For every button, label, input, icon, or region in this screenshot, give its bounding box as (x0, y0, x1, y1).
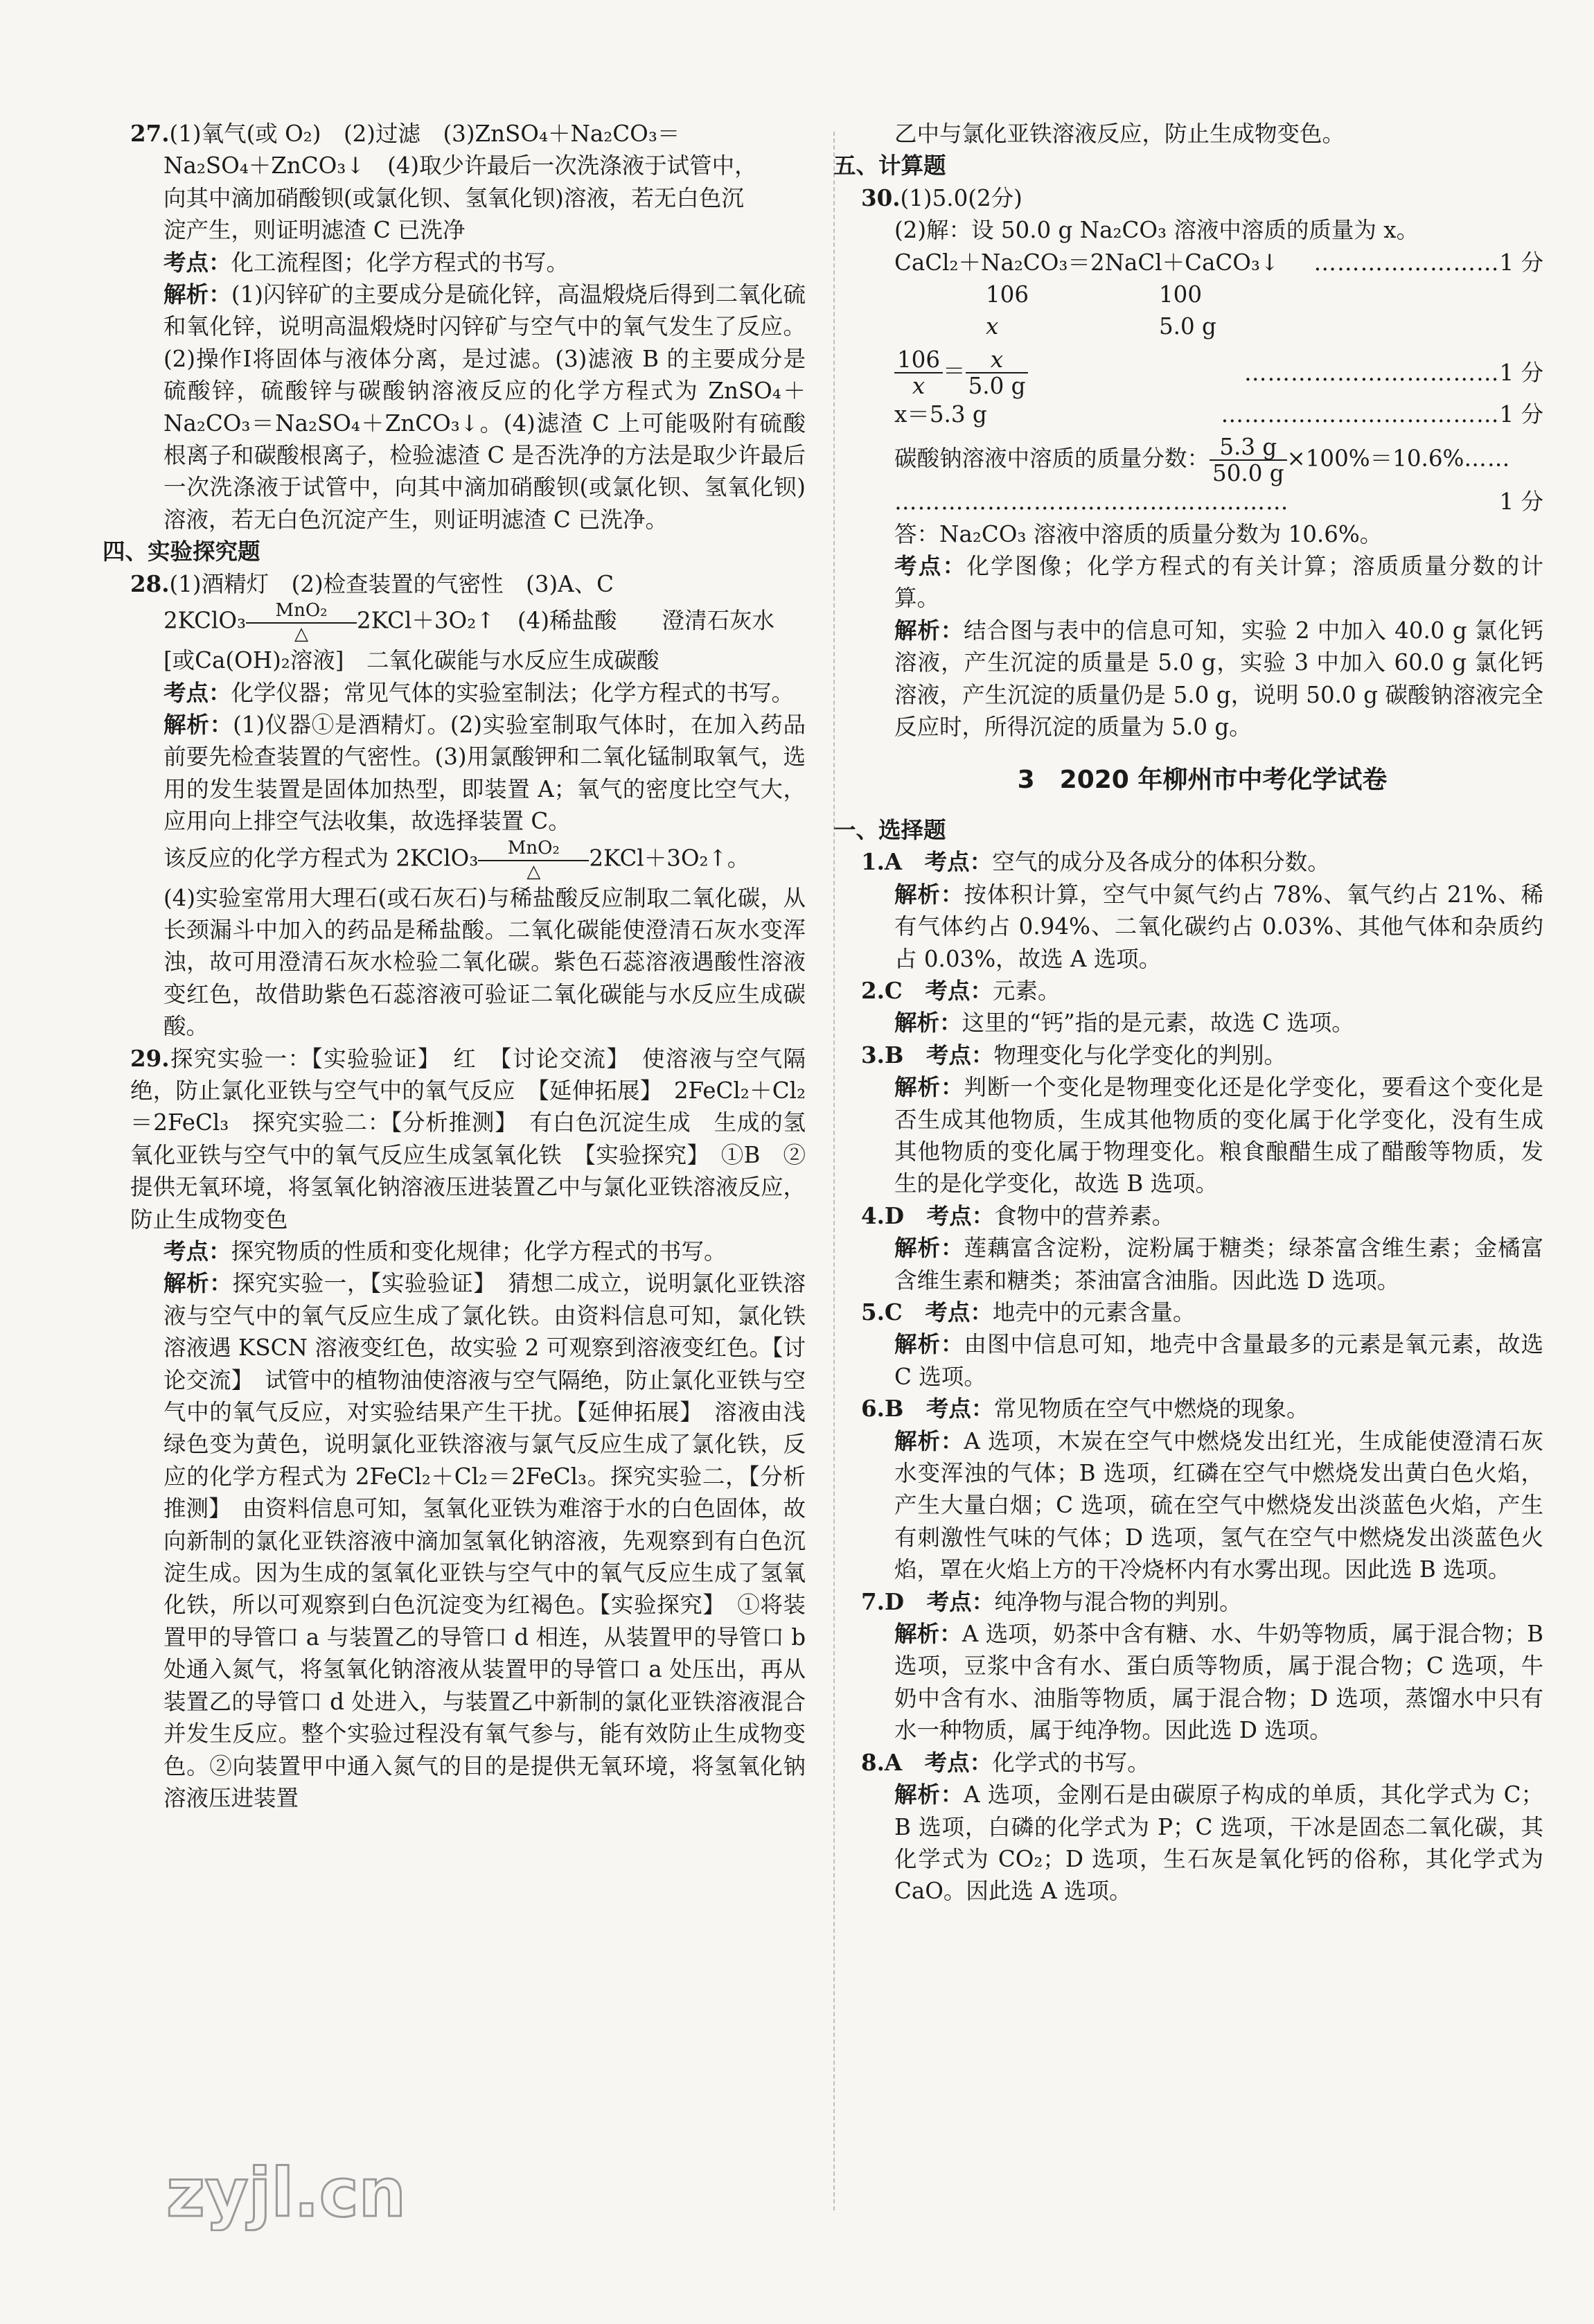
q28-jiexi-equation: 该反应的化学方程式为 2KClO₃ MnO₂ △ 2KCl＋3O₂↑。 (163, 837, 750, 882)
q30-part2: (2)解：设 50.0 g Na₂CO₃ 溶液中溶质的质量为 x。 (894, 217, 1419, 244)
section-4-heading: 四、实验探究题 (103, 538, 260, 565)
q30-mass-ratio: 106 100 x 5.0 g (986, 281, 1216, 340)
section-1-heading: 一、选择题 (833, 816, 946, 843)
reaction-condition: MnO₂ △ (478, 838, 589, 882)
choice-item: 4.D 考点：食物中的营养素。 (861, 1201, 1175, 1229)
choice-item: 8.A 考点：化学式的书写。 (861, 1748, 1150, 1776)
q30-number: 30. (861, 184, 901, 211)
q27-number: 27. (130, 120, 170, 147)
q29-answer: 29.探究实验一：【实验验证】 红 【讨论交流】 使溶液与空气隔绝，防止氯化亚铁与空气中的氧气反应 【延伸拓展】 2FeCl₂＋Cl₂＝2FeCl₃ 探究实验二：【分析推测】 有白色沉淀生成 生成的氢氧化亚铁与空气中的氧气反应生成氢氧化铁 【实验探究】 ①B ②提供无氧环境，将氢氧化钠溶液压进装置乙中与氯化亚铁溶液反应，防止生成物变色 (130, 1044, 806, 1233)
watermark-logo (166, 2155, 485, 2231)
q29-number: 29. (130, 1044, 170, 1072)
reaction-condition: MnO₂ △ (246, 600, 357, 644)
choice-number: 4.D (861, 1201, 905, 1229)
q27-answer: 27.(1)氧气(或 O₂) (2)过滤 (3)ZnSO₄＋Na₂CO₃＝ Na₂SO₄＋ZnCO₃↓ (4)取少许最后一次洗涤液于试管中， 向其中滴加硝酸钡(或氯化钡、氢氧化钡)溶液，若无白色沉 淀产生，则证明滤渣 C 已洗净 (130, 120, 757, 244)
q30-score-row: …………………………………………… 1 分 (894, 488, 1543, 516)
q30-final-answer: 答：Na₂CO₃ 溶液中溶质的质量分数为 10.6%。 (894, 520, 1383, 547)
choice-item: 3.B 考点：物理变化与化学变化的判别。 (861, 1041, 1286, 1068)
right-column (833, 118, 1543, 1908)
choice-number: 2.C (861, 976, 903, 1004)
fraction: $\frac{x}{5.0 g}$ (966, 347, 1029, 398)
q30-part1: 30.(1)5.0(2分) (861, 184, 1022, 211)
q30-kaodian: 考点：化学图像；化学方程式的有关计算；溶质质量分数的计算。 (894, 553, 1543, 612)
choice-number: 5.C (861, 1299, 903, 1326)
choice-number: 3.B (861, 1041, 904, 1068)
fraction: $\frac{5.3 g}{50.0 g}$ (1210, 434, 1287, 486)
q28-number: 28. (130, 570, 170, 597)
choice-number: 7.D (861, 1587, 905, 1615)
exam-title: 3 2020 年柳州市中考化学试卷 (1017, 765, 1388, 794)
q29-jiexi: 解析：探究实验一，【实验验证】 猜想二成立，说明氯化亚铁溶液与空气中的氧气反应生成了氯化铁。由资料信息可知，氯化铁溶液遇 KSCN 溶液变红色，故实验 2 可观察到溶液变红色。【讨论交流】 试管中的植物油使溶液与空气隔绝，防止氯化亚铁与空气中的氧气反应，对实验结果产生干扰。【延伸拓展】 溶液由浅绿色变为黄色，说明氯化亚铁溶液与氯气反应生成了氯化铁，反应的化学方程式为 2FeCl₂＋Cl₂＝2FeCl₃。探究实验二，【分析推测】 由资料信息可知，氢氧化亚铁为难溶于水的白色固体，故向新制的氯化亚铁溶液中滴加氢氧化钠溶液，先观察到有白色沉淀生成。因为生成的氢氧化亚铁与空气中的氧气反应生成了氢氧化铁，所以可观察到白色沉淀变为红褐色。【实验探究】 ①将装置甲的导管口 a 与装置乙的导管口 d 相连，从装置甲的导管口 b 处通入氮气，将氢氧化钠溶液从装置甲的导管口 a 处压出，再从装置乙的导管口 d 处进入，与装置乙中新制的氯化亚铁溶液混合并发生反应。整个实验过程没有氧气参与，能有效防止生成物变色。②向装置甲中通入氮气的目的是提供无氧环境，将氢氧化钠溶液压进装置 (163, 1270, 806, 1811)
choice-jiexi: 解析：这里的“钙”指的是元素，故选 C 选项。 (894, 1010, 1354, 1037)
choice-item: 2.C 考点：元素。 (861, 976, 1061, 1004)
choice-number: 1.A (861, 848, 903, 876)
choice-number: 8.A (861, 1748, 903, 1776)
choice-item: 6.B 考点：常见物质在空气中燃烧的现象。 (861, 1395, 1309, 1423)
q30-proportion-row: $\frac{106}{x}$ ＝ $\frac{x}{5.0 g}$ ……………………………1 分 (861, 347, 1543, 398)
choice-item: 7.D 考点：纯净物与混合物的判别。 (861, 1587, 1242, 1615)
choice-answer-list (861, 846, 1543, 1907)
left-column (103, 118, 806, 1814)
q28-kaodian: 考点：化学仪器；常见气体的实验室制法；化学方程式的书写。 (163, 679, 795, 706)
choice-number: 6.B (861, 1395, 904, 1423)
q28-equation: 2KClO₃ MnO₂ △ 2KCl＋3O₂↑ (4)稀盐酸 澄清石灰水 (163, 600, 774, 645)
q30-equation-row: CaCl₂＋Na₂CO₃＝2NaCl＋CaCO₃↓ ……………………1 分 (894, 249, 1543, 276)
q28-answer: 28.(1)酒精灯 (2)检查装置的气密性 (3)A、C (130, 570, 614, 597)
choice-jiexi: 解析：判断一个变化是物理变化还是化学变化，要看这个变化是否生成其他物质，生成其他物质的变化属于化学变化，没有生成其他物质的变化属于物理变化。粮食酿醋生成了醋酸等物质，发生的是化学变化，故选 B 选项。 (894, 1074, 1543, 1197)
q28-answer-cont: [或Ca(OH)₂溶液] 二氧化碳能与水反应生成碳酸 (163, 647, 659, 674)
svg-text:zyjl.cn: zyjl.cn (166, 2155, 406, 2231)
q29-kaodian: 考点：探究物质的性质和变化规律；化学方程式的书写。 (163, 1238, 727, 1265)
choice-jiexi: 解析：A 选项，木炭在空气中燃烧发出红光，生成能使澄清石灰水变浑浊的气体；B 选项，红磷在空气中燃烧发出黄白色火焰，产生大量白烟；C 选项，硫在空气中燃烧发出淡蓝色火焰，产生有刺激性气味的气体；D 选项，氢气在空气中燃烧发出淡蓝色火焰，罩在火焰上方的干冷烧杯内有水雾出现。因此选 B 选项。 (894, 1427, 1543, 1583)
section-5-heading: 五、计算题 (833, 152, 946, 179)
q27-jiexi: 解析：(1)闪锌矿的主要成分是硫化锌，高温煅烧后得到二氧化硫和氧化锌，说明高温煅烧时闪锌矿与空气中的氧气发生了反应。(2)操作Ⅰ将固体与液体分离，是过滤。(3)滤液 B 的主要成分是硫酸锌，硫酸锌与碳酸钠溶液反应的化学方程式为 ZnSO₄＋Na₂CO₃＝Na₂SO₄＋ZnCO₃↓。(4)滤渣 C 上可能吸附有硫酸根离子和碳酸根离子，检验滤渣 C 是否洗净的方法是取少许最后一次洗涤液于试管中，向其中滴加硝酸钡(或氯化钡、氢氧化钡)溶液，若无白色沉淀产生，则证明滤渣 C 已洗净。 (163, 281, 806, 533)
choice-jiexi: 解析：按体积计算，空气中氮气约占 78%、氧气约占 21%、稀有气体约占 0.94%、二氧化碳约占 0.03%、其他气体和杂质约占 0.03%，故选 A 选项。 (894, 881, 1543, 972)
choice-item: 1.A 考点：空气的成分及各成分的体积分数。 (861, 848, 1330, 876)
choice-jiexi: 解析：莲藕富含淀粉，淀粉属于糖类；绿茶富含维生素；金橘富含维生素和糖类；茶油富含油脂。因此选 D 选项。 (894, 1235, 1543, 1294)
q27-kaodian: 考点：化工流程图；化学方程式的书写。 (163, 249, 569, 276)
q28-jiexi: 解析：(1)仪器①是酒精灯。(2)实验室制取气体时，在加入药品前要先检查装置的气密性。(3)用氯酸钾和二氧化锰制取氧气，选用的发生装置是固体加热型，即装置 A；氧气的密度比空气大，应用向上排空气法收集，故选择装置 C。 (163, 711, 806, 835)
q29-jiexi-end: 乙中与氯化亚铁溶液反应，防止生成物变色。 (894, 121, 1345, 147)
choice-jiexi: 解析：A 选项，奶茶中含有糖、水、牛奶等物质，属于混合物；B 选项，豆浆中含有水、蛋白质等物质，属于混合物；C 选项，牛奶中含有水、油脂等物质，属于混合物；D 选项，蒸馏水中只有水一种物质，属于纯净物。因此选 D 选项。 (894, 1621, 1543, 1744)
q30-jiexi: 解析：结合图与表中的信息可知，实验 2 中加入 40.0 g 氯化钙溶液，产生沉淀的质量是 5.0 g，实验 3 中加入 60.0 g 氯化钙溶液，产生沉淀的质量仍是 5.0 g，说明 50.0 g 碳酸钠溶液完全反应时，所得沉淀的质量为 5.0 g。 (894, 617, 1543, 741)
choice-item: 5.C 考点：地壳中的元素含量。 (861, 1299, 1196, 1326)
q30-x-row: x＝5.3 g ………………………………1 分 (894, 400, 1543, 428)
column-divider (833, 132, 835, 2210)
q30-mass-fraction: 碳酸钠溶液中溶质的质量分数： $\frac{5.3 g}{50.0 g}$ ×100%＝10.6%…… (894, 434, 1511, 487)
choice-jiexi: 解析：由图中信息可知，地壳中含量最多的元素是氧元素，故选 C 选项。 (894, 1331, 1543, 1390)
q28-jiexi-cont: (4)实验室常用大理石(或石灰石)与稀盐酸反应制取二氧化碳，从长颈漏斗中加入的药品是稀盐酸。二氧化碳能使澄清石灰水变浑浊，故可用澄清石灰水检验二氧化碳。紫色石蕊溶液遇酸性溶液变红色，故借助紫色石蕊溶液可验证二氧化碳能与水反应生成碳酸。 (163, 884, 806, 1040)
fraction: $\frac{106}{x}$ (894, 347, 943, 398)
choice-jiexi: 解析：A 选项，金刚石是由碳原子构成的单质，其化学式为 C；B 选项，白磷的化学式为 P；C 选项，干冰是固态二氧化碳，其化学式为 CO₂；D 选项，生石灰是氧化钙的俗称，其化学式为 CaO。因此选 A 选项。 (894, 1781, 1543, 1905)
